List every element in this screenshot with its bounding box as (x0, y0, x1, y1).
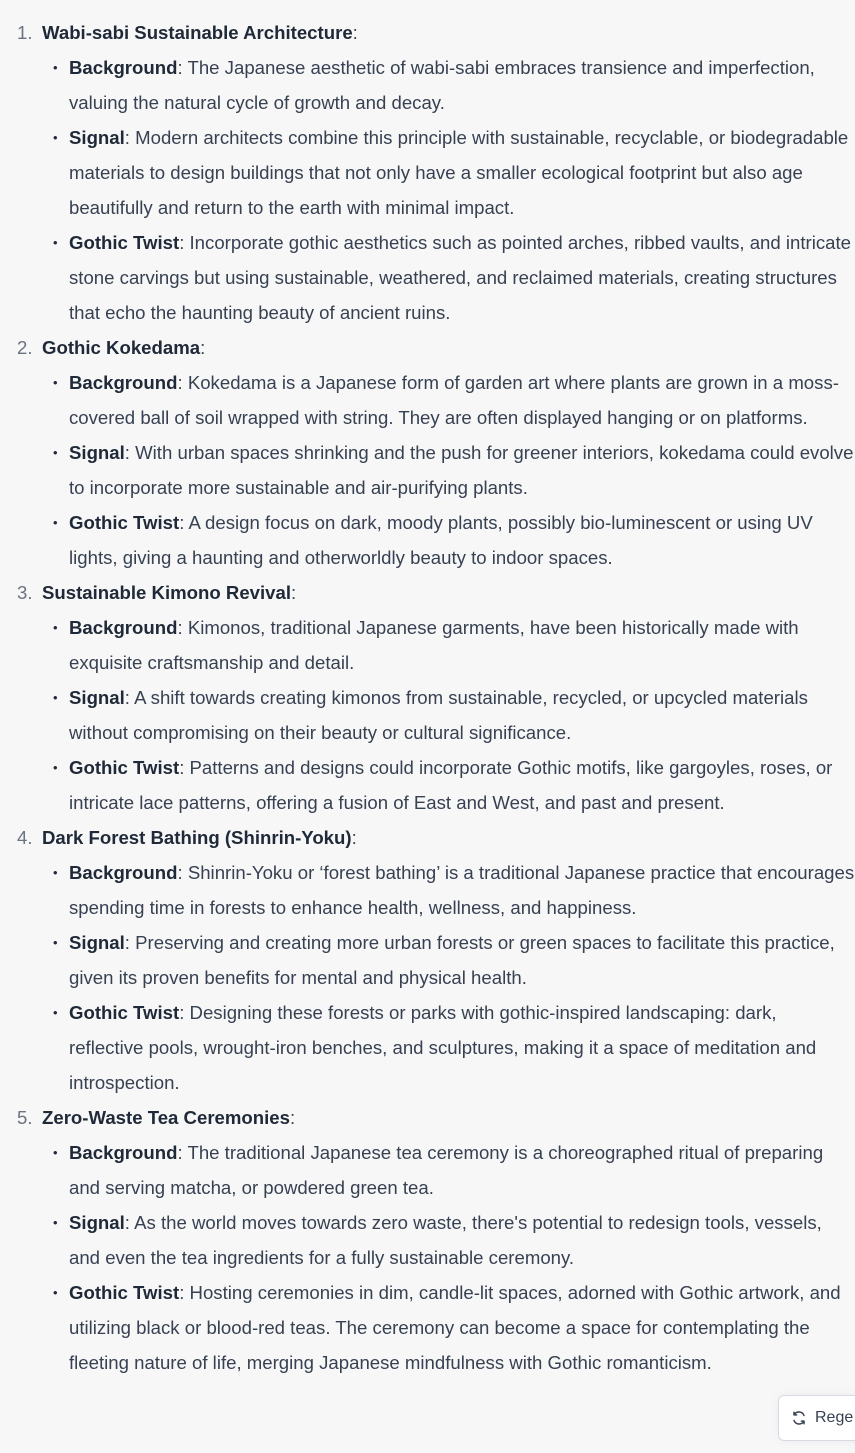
list-item (0, 1100, 855, 1380)
sub-list (42, 50, 855, 330)
bullet-icon: • (53, 1285, 58, 1300)
sub-item (53, 1205, 855, 1275)
item-number: 1. (17, 22, 33, 43)
sub-item-label: Gothic Twist (69, 757, 180, 778)
sub-item-text: : As the world moves towards zero waste, there's potential to redesign tools, vessels, and even the tea ingredients for a fully sustainable ceremony. (69, 1212, 822, 1268)
list-item (0, 330, 855, 575)
sub-item (53, 680, 855, 750)
sub-item-label: Gothic Twist (69, 1002, 180, 1023)
sub-item-text: : Patterns and designs could incorporate Gothic motifs, like gargoyles, roses, or intricate lace patterns, offering a fusion of East and West, and past and present. (69, 757, 833, 813)
sub-item-text: : Incorporate gothic aesthetics such as pointed arches, ribbed vaults, and intricate stone carvings but using sustainable, weathered, and reclaimed materials, creating structures that echo the haunting beauty of ancient ruins. (69, 232, 852, 323)
bullet-icon: • (53, 760, 58, 775)
sub-item-label: Gothic Twist (69, 232, 180, 253)
bullet-icon: • (53, 1145, 58, 1160)
item-title: Dark Forest Bathing (Shinrin-Yoku) (42, 827, 352, 848)
sub-item-text: : Designing these forests or parks with gothic-inspired landscaping: dark, reflective pools, wrought-iron benches, and sculptures, making it a space of meditation and introspection. (69, 1002, 817, 1093)
sub-item-label: Background (69, 1142, 178, 1163)
bullet-icon: • (53, 620, 58, 635)
sub-item-text: : A shift towards creating kimonos from sustainable, recycled, or upcycled materials without compromising on their beauty or cultural significance. (69, 687, 808, 743)
bullet-icon: • (53, 445, 58, 460)
sub-list (42, 610, 855, 820)
item-title: Zero-Waste Tea Ceremonies (42, 1107, 290, 1128)
bullet-icon: • (53, 690, 58, 705)
list-item (0, 15, 855, 330)
sub-item-text: : The traditional Japanese tea ceremony is a choreographed ritual of preparing and serving matcha, or powdered green tea. (69, 1142, 824, 1198)
bullet-icon: • (53, 865, 58, 880)
sub-item-text: : A design focus on dark, moody plants, possibly bio-luminescent or using UV lights, giving a haunting and otherworldly beauty to indoor spaces. (69, 512, 813, 568)
item-number: 3. (17, 582, 33, 603)
bullet-icon: • (53, 1005, 58, 1020)
list-item (0, 575, 855, 820)
bullet-icon: • (53, 60, 58, 75)
sub-item (53, 50, 855, 120)
list-item (0, 820, 855, 1100)
sub-item (53, 505, 855, 575)
regenerate-button[interactable] (778, 1395, 855, 1441)
sub-item (53, 995, 855, 1100)
sub-item-text: : Hosting ceremonies in dim, candle-lit spaces, adorned with Gothic artwork, and utilizing black or blood-red teas. The ceremony can become a space for contemplating the fleeting nature of life, merging Japanese mindfulness with Gothic romanticism. (69, 1282, 841, 1373)
bullet-icon: • (53, 1215, 58, 1230)
sub-item (53, 365, 855, 435)
sub-list (42, 365, 855, 575)
sub-item (53, 120, 855, 225)
sub-item-label: Signal (69, 932, 125, 953)
sub-item (53, 750, 855, 820)
item-number: 2. (17, 337, 33, 358)
sub-item-label: Background (69, 617, 178, 638)
sub-item-label: Background (69, 57, 178, 78)
bullet-icon: • (53, 130, 58, 145)
item-title-colon: : (290, 1107, 296, 1128)
item-title-colon: : (351, 827, 357, 848)
item-title-colon: : (200, 337, 206, 358)
item-number: 5. (17, 1107, 33, 1128)
item-title: Gothic Kokedama (42, 337, 201, 358)
sub-item-label: Background (69, 372, 178, 393)
sub-item-label: Signal (69, 1212, 125, 1233)
sub-list (42, 855, 855, 1100)
sub-item-text: : Kimonos, traditional Japanese garments, have been historically made with exquisite craftsmanship and detail. (69, 617, 799, 673)
sub-item-text: : With urban spaces shrinking and the push for greener interiors, kokedama could evolve to incorporate more sustainable and air-purifying plants. (69, 442, 854, 498)
sub-item (53, 855, 855, 925)
regenerate-button-label: Rege (815, 1409, 854, 1426)
bullet-icon: • (53, 235, 58, 250)
sub-item-label: Signal (69, 442, 125, 463)
sub-item-text: : The Japanese aesthetic of wabi-sabi embraces transience and imperfection, valuing the natural cycle of growth and decay. (69, 57, 815, 113)
sub-item-label: Signal (69, 687, 125, 708)
sub-item (53, 1135, 855, 1205)
item-number: 4. (17, 827, 33, 848)
sub-item-label: Signal (69, 127, 125, 148)
sub-item (53, 225, 855, 330)
sub-item-label: Gothic Twist (69, 512, 180, 533)
bullet-icon: • (53, 935, 58, 950)
item-title: Sustainable Kimono Revival (42, 582, 292, 603)
sub-item (53, 925, 855, 995)
sub-item (53, 1275, 855, 1380)
refresh-icon (791, 1410, 807, 1426)
bullet-icon: • (53, 375, 58, 390)
bullet-icon: • (53, 515, 58, 530)
sub-item-text: : Modern architects combine this principle with sustainable, recyclable, or biodegradable materials to design buildings that not only have a smaller ecological footprint but also age beautifully and return to the earth with minimal impact. (69, 127, 849, 218)
sub-item-label: Gothic Twist (69, 1282, 180, 1303)
sub-item (53, 610, 855, 680)
sub-item-text: : Shinrin-Yoku or ‘forest bathing’ is a traditional Japanese practice that encourages spending time in forests to enhance health, wellness, and happiness. (69, 862, 855, 918)
sub-list (42, 1135, 855, 1380)
sub-item-text: : Preserving and creating more urban forests or green spaces to facilitate this practice, given its proven benefits for mental and physical health. (69, 932, 835, 988)
sub-item-label: Background (69, 862, 178, 883)
sub-item (53, 435, 855, 505)
item-title-colon: : (291, 582, 297, 603)
sub-item-text: : Kokedama is a Japanese form of garden art where plants are grown in a moss-covered ball of soil wrapped with string. They are often displayed hanging or on platforms. (69, 372, 839, 428)
item-title: Wabi-sabi Sustainable Architecture (42, 22, 353, 43)
item-title-colon: : (352, 22, 358, 43)
